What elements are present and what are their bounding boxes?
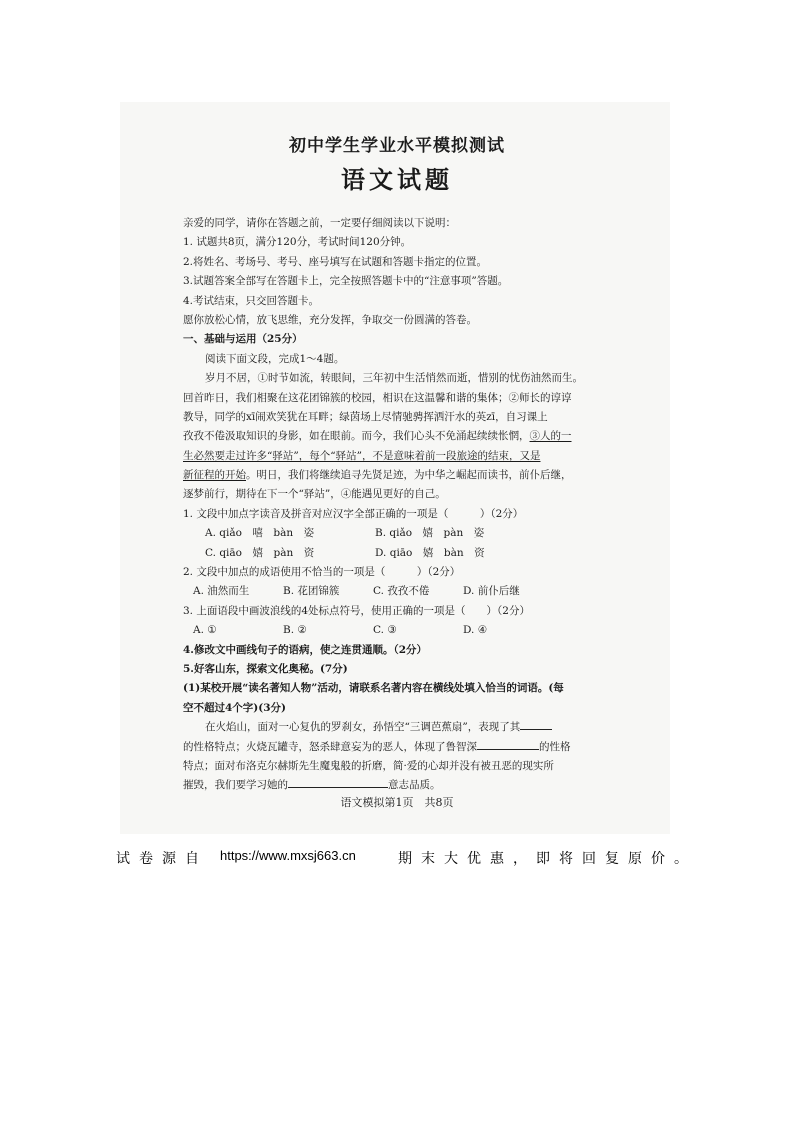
fill-text: 摧毁，我们要学习她的 bbox=[183, 779, 288, 792]
section-heading: 一、基础与运用（25分） bbox=[183, 333, 303, 346]
fill-line bbox=[183, 738, 613, 757]
question-5-sub1: (1)某校开展“读名著知人物”活动，请联系名著内容在横线处填入恰当的词语。(每 bbox=[183, 682, 564, 695]
answer-blank bbox=[288, 776, 388, 788]
passage-line: 教导，同学的xī闹欢笑犹在耳畔；绿茵场上尽情驰骋挥洒汗水的英zī，自习课上 bbox=[183, 410, 548, 423]
option-c: C. ③ bbox=[373, 624, 397, 637]
option-b: B. ② bbox=[283, 624, 307, 637]
fill-text: 在火焰山，面对一心复仇的罗刹女，孙悟空“三调芭蕉扇”，表现了其 bbox=[205, 721, 521, 734]
instructions-wish: 愿你放松心情，放飞思维，充分发挥，争取交一份圆满的答卷。 bbox=[183, 313, 477, 326]
fill-line bbox=[183, 718, 613, 737]
exam-content bbox=[183, 214, 613, 796]
question-1-stem: 1. 文段中加点字读音及拼音对应汉字全部正确的一项是（ ）（2分） bbox=[183, 507, 524, 520]
option-d: D. ④ bbox=[463, 624, 488, 637]
passage-line: 岁月不居，①时节如流，转眼间，三年初中生活悄然而逝，惜别的忧伤油然而生。 bbox=[205, 372, 583, 385]
option-a: A. ① bbox=[193, 624, 217, 637]
passage-line: 逐梦前行，期待在下一个“驿站”，④能遇见更好的自己。 bbox=[183, 488, 446, 501]
question-3-stem: 3. 上面语段中画波浪线的4处标点符号，使用正确的一项是（ ）（2分） bbox=[183, 604, 530, 617]
promo-text: 期末大优惠，即将回复原价。 bbox=[398, 851, 697, 867]
question-2-options-row bbox=[183, 582, 613, 601]
question-1-options-row bbox=[183, 544, 613, 563]
underlined-sentence: ③人的一 bbox=[529, 430, 572, 443]
fill-line: 特点；面对布洛克尔赫斯先生魔鬼般的折磨，简·爱的心却并没有被丑恶的现实所 bbox=[183, 759, 554, 772]
question-5-sub1-cont: 空不超过4个字)(3分) bbox=[183, 701, 287, 714]
fill-line bbox=[183, 776, 613, 795]
instruction-item: 2.将姓名、考场号、考号、座号填写在试题和答题卡指定的位置。 bbox=[183, 255, 488, 268]
fill-text: 的性格 bbox=[539, 740, 571, 753]
subject-title: 语文试题 bbox=[341, 165, 453, 194]
passage-line bbox=[183, 427, 613, 446]
instructions-greeting: 亲爱的同学，请你在答题之前，一定要仔细阅读以下说明： bbox=[183, 217, 456, 229]
question-5-stem: 5.好客山东，探索文化奥秘。(7分) bbox=[183, 662, 348, 675]
exam-name: 初中学生学业水平模拟测试 bbox=[289, 136, 505, 156]
passage-text: 孜孜不倦汲取知识的身影，如在眼前。而今，我们心头不免涌起续续怅惘， bbox=[183, 430, 530, 443]
reading-prompt: 阅读下面文段，完成1～4题。 bbox=[205, 352, 345, 365]
question-1-options-row bbox=[183, 524, 613, 543]
source-label: 试卷源自 bbox=[116, 851, 208, 867]
passage-line: 回首昨日，我们相聚在这花团锦簇的校园，相识在这温馨和谐的集体；②师长的谆谆 bbox=[183, 391, 572, 404]
option-b: B. 花团锦簇 bbox=[283, 585, 340, 598]
fill-text: 的性格特点；火烧瓦罐寺，怒杀肆意妄为的恶人，体现了鲁智深 bbox=[183, 740, 477, 753]
option-a: A. qiǎo 嘻 bàn 姿 bbox=[205, 527, 315, 540]
option-d: D. qiāo 嬉 bàn 资 bbox=[375, 546, 485, 559]
option-d: D. 前仆后继 bbox=[463, 585, 520, 598]
question-4-stem: 4.修改文中画线句子的语病，使之连贯通顺。（2分） bbox=[183, 643, 428, 656]
option-a: A. 油然而生 bbox=[193, 585, 250, 598]
answer-blank bbox=[477, 738, 539, 750]
passage-line bbox=[183, 447, 613, 466]
page-footer: 语文模拟第1页 共8页 bbox=[340, 796, 454, 809]
question-3-options-row bbox=[183, 621, 613, 640]
passage-text: 。明日，我们将继续追寻先贤足迹，为中华之崛起而读书，前仆后继， bbox=[246, 469, 572, 482]
fill-text: 意志品质。 bbox=[388, 779, 441, 792]
answer-blank bbox=[520, 718, 552, 730]
underlined-sentence: 生必然要走过许多“驿站”，每个“驿站”，不是意味着前一段旅途的结束，又是 bbox=[183, 449, 541, 462]
passage-line bbox=[183, 466, 613, 485]
instruction-item: 1. 试题共8页，满分120分，考试时间120分钟。 bbox=[183, 236, 412, 249]
option-c: C. 孜孜不倦 bbox=[373, 585, 430, 598]
underlined-sentence: 新征程的开始 bbox=[183, 469, 246, 482]
question-2-stem: 2. 文段中加点的成语使用不恰当的一项是（ ）（2分） bbox=[183, 566, 461, 579]
option-b: B. qiǎo 嬉 pàn 姿 bbox=[375, 527, 485, 540]
option-c: C. qiāo 嬉 pàn 资 bbox=[205, 546, 315, 559]
instruction-item: 3.试题答案全部写在答题卡上，完全按照答题卡中的“注意事项”答题。 bbox=[183, 275, 509, 288]
source-url[interactable]: https://www.mxsj663.cn bbox=[220, 848, 356, 863]
instruction-item: 4.考试结束，只交回答题卡。 bbox=[183, 294, 320, 307]
